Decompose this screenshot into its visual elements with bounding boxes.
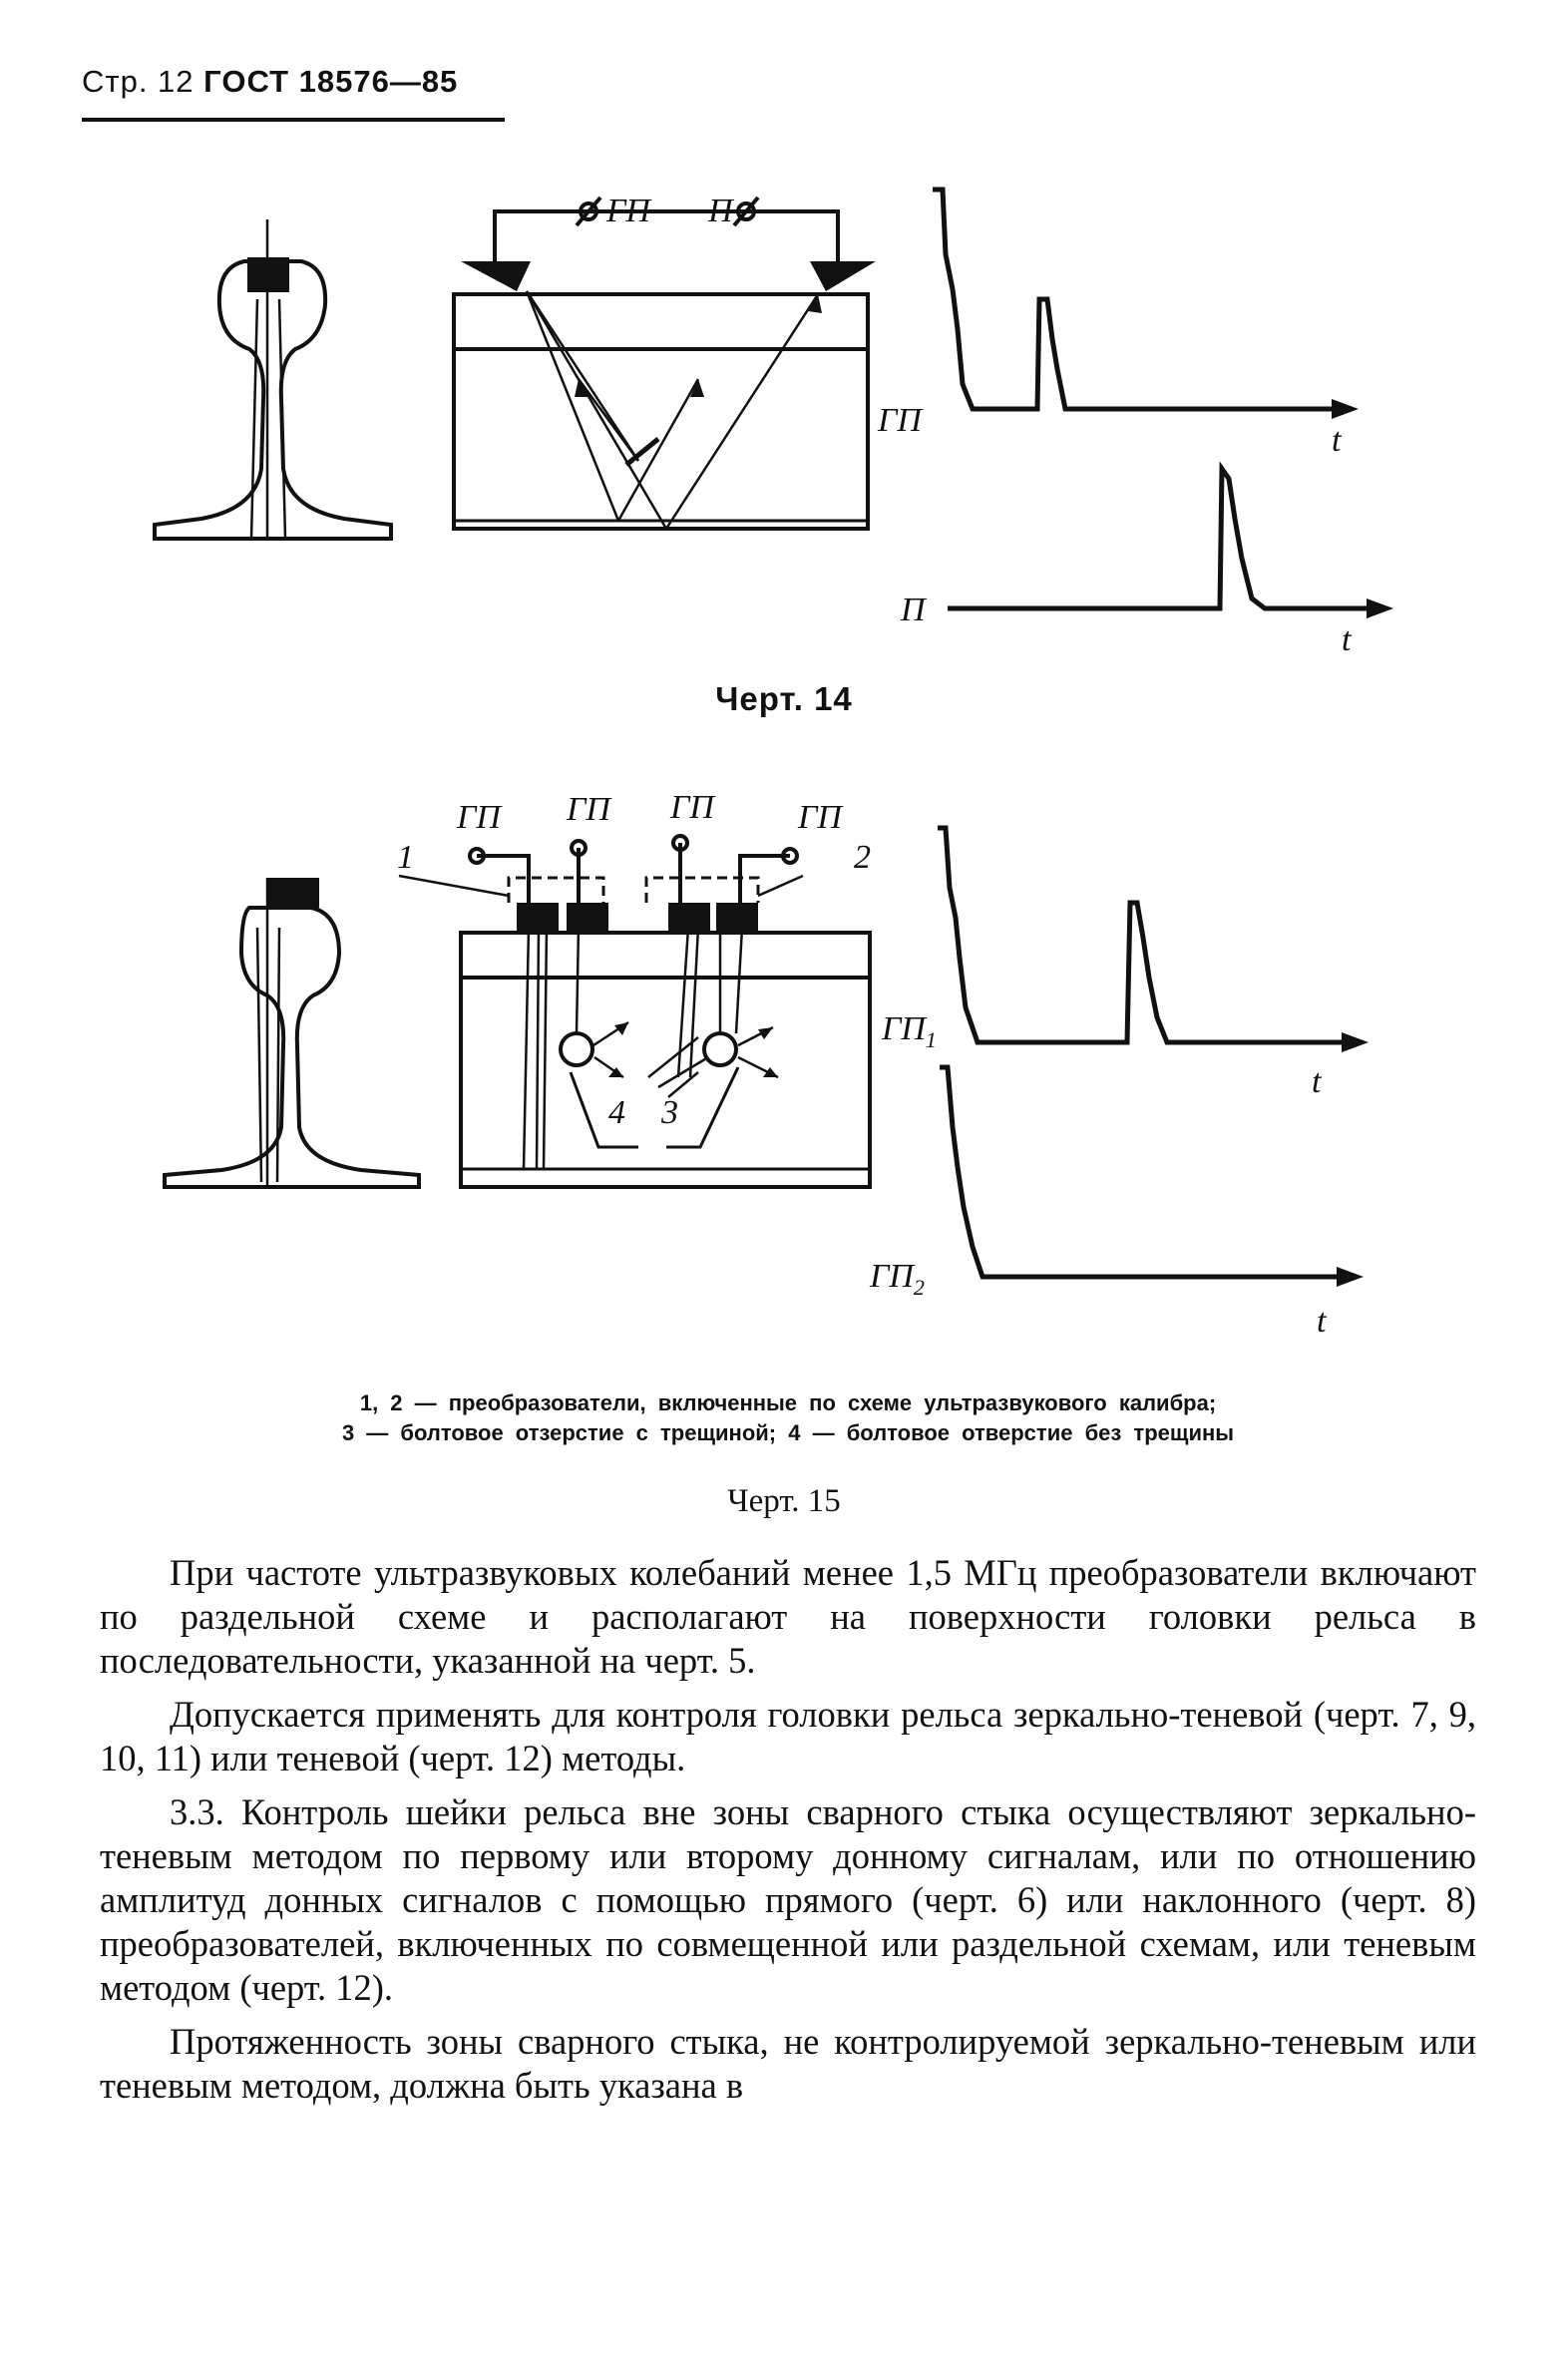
probe-left [461,261,531,291]
figure-14 [0,0,1568,678]
paragraph-3: 3.3. Контроль шейки рельса вне зоны сварного стыка осуществляют зеркально-теневым методом по первому или второму донному сигналам, или по отношению амплитуд донных сигналов с помощью прямого (черт. 6) или наклонного (черт. 8) преобразователей, включенных по совмещенной или раздельной схемам, или теневым методом (черт. 12). [100,1791,1476,2008]
legend-line-2: 3 — болтовое отзерстие с трещиной; 4 — болтовое отверстие без трещины [341,1420,1235,1445]
rail-block-2 [461,933,870,1187]
legend-line-1: 1, 2 — преобразователи, включенные по схеме ультразвукового калибра; [359,1390,1217,1415]
rail-block [454,294,868,529]
rail-profile-2 [165,908,419,1187]
trace-gp1 [938,828,1342,1042]
label-t1-15: t [1312,1063,1322,1100]
wire [495,211,838,261]
label-gp-trace: ГП [878,402,922,439]
caption-figure-14: Черт. 14 [715,680,853,717]
standard-code: ГОСТ 18576—85 [203,64,459,99]
probe-right [810,261,876,291]
page-number: Стр. 12 [82,64,195,99]
label-trace-gp1: $ГП_1$ [882,1010,937,1052]
label-p-top: П [708,193,733,229]
trace-gp [933,190,1332,409]
caption-figure-15: Черт. 15 [727,1483,841,1519]
label-num-2: 2 [854,839,871,876]
label-gp-a: ГП [457,799,501,836]
bolt-hole-3 [704,1033,736,1065]
paragraph-1: При частоте ультразвуковых колебаний менее 1,5 МГц преобразователи включают по раздельной схеме и располагают на поверхности головки рельса в последовательности, указанной на черт. 5. [100,1552,1476,1681]
paragraph-4: Протяженность зоны сварного стыка, не контролируемой зеркально-теневым или теневым методом, должна быть указана в [100,2021,1476,2106]
figure-15-legend [150,1388,1426,1448]
trace-p [948,469,1367,608]
label-num-1: 1 [397,839,414,876]
rail-profile [155,261,391,539]
label-gp-top: ГП [606,193,650,229]
label-t2: t [1342,621,1352,658]
label-p-trace: П [901,591,926,628]
trace-gp2 [940,1067,1337,1277]
label-t1: t [1332,422,1342,459]
label-gp-d: ГП [798,799,842,836]
label-num-4: 4 [608,1094,625,1131]
probe-top [247,257,289,292]
label-trace-gp2: $ГП_2$ [870,1258,925,1300]
label-gp-b: ГП [567,791,610,828]
figure-15 [0,778,1568,1367]
label-t2-15: t [1317,1303,1327,1340]
label-gp-c: ГП [670,789,714,826]
bolt-hole-4 [561,1033,592,1065]
paragraph-2: Допускается применять для контроля головки рельса зеркально-теневой (черт. 7, 9, 10, 11) или теневой (черт. 12) методы. [100,1694,1476,1778]
label-num-3: 3 [661,1094,678,1131]
body-text [100,1551,1476,2118]
